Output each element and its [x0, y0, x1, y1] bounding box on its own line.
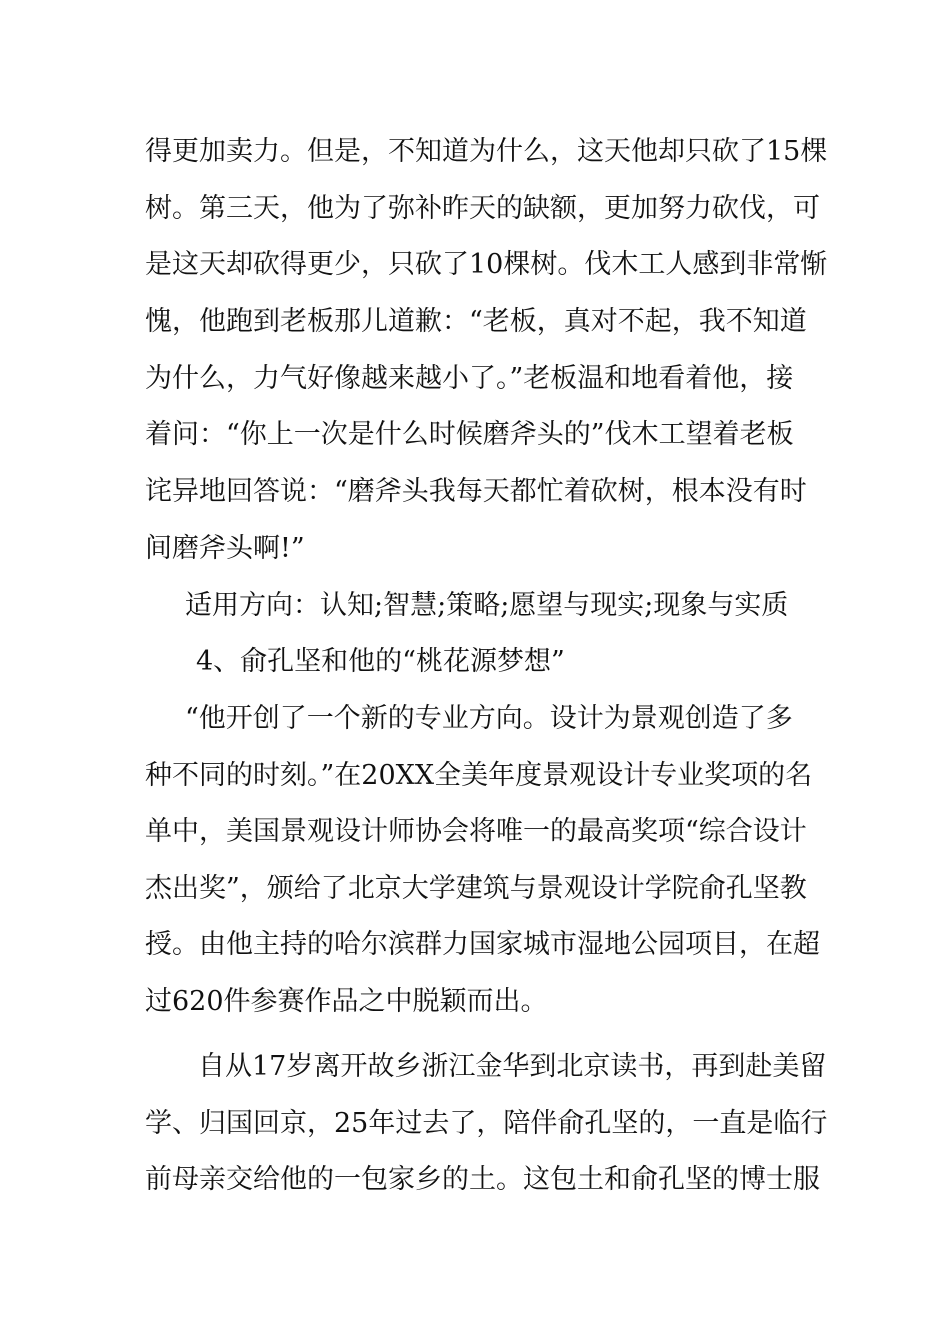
- paragraph-line: 杰出奖”，颁给了北京大学建筑与景观设计学院俞孔坚教: [145, 873, 807, 904]
- paragraph-line: 自从17岁离开故乡浙江金华到北京读书，再到赴美留: [198, 1051, 827, 1082]
- paragraph-line: 种不同的时刻。”在20XX全美年度景观设计专业奖项的名: [145, 760, 813, 791]
- paragraph-line: 是这天却砍得更少，只砍了10棵树。伐木工人感到非常惭: [145, 249, 828, 280]
- section-heading: 4、俞孔坚和他的“桃花源梦想”: [196, 646, 565, 677]
- paragraph-line: 树。第三天，他为了弥补昨天的缺额，更加努力砍伐，可: [145, 193, 820, 224]
- paragraph-line: 着问：“你上一次是什么时候磨斧头的”伐木工望着老板: [145, 419, 794, 450]
- paragraph-line: 前母亲交给他的一包家乡的土。这包土和俞孔坚的博士服: [145, 1164, 820, 1195]
- paragraph-line: 过620件参赛作品之中脱颖而出。: [145, 986, 548, 1017]
- paragraph-line: 诧异地回答说：“磨斧头我每天都忙着砍树，根本没有时: [145, 476, 807, 507]
- paragraph-line: 单中，美国景观设计师协会将唯一的最高奖项“综合设计: [145, 816, 807, 847]
- paragraph-line: 得更加卖力。但是，不知道为什么，这天他却只砍了15棵: [145, 136, 828, 167]
- paragraph-line: 为什么，力气好像越来越小了。”老板温和地看着他，接: [145, 363, 794, 394]
- applicable-directions: 适用方向：认知;智慧;策略;愿望与现实;现象与实质: [185, 590, 789, 621]
- paragraph-line: 间磨斧头啊!”: [145, 533, 305, 564]
- paragraph-line: 愧，他跑到老板那儿道歉：“老板，真对不起，我不知道: [145, 306, 807, 337]
- paragraph-line: 授。由他主持的哈尔滨群力国家城市湿地公园项目，在超: [145, 929, 820, 960]
- paragraph-line: “他开创了一个新的专业方向。设计为景观创造了多: [185, 703, 793, 734]
- paragraph-line: 学、归国回京，25年过去了，陪伴俞孔坚的，一直是临行: [145, 1108, 828, 1139]
